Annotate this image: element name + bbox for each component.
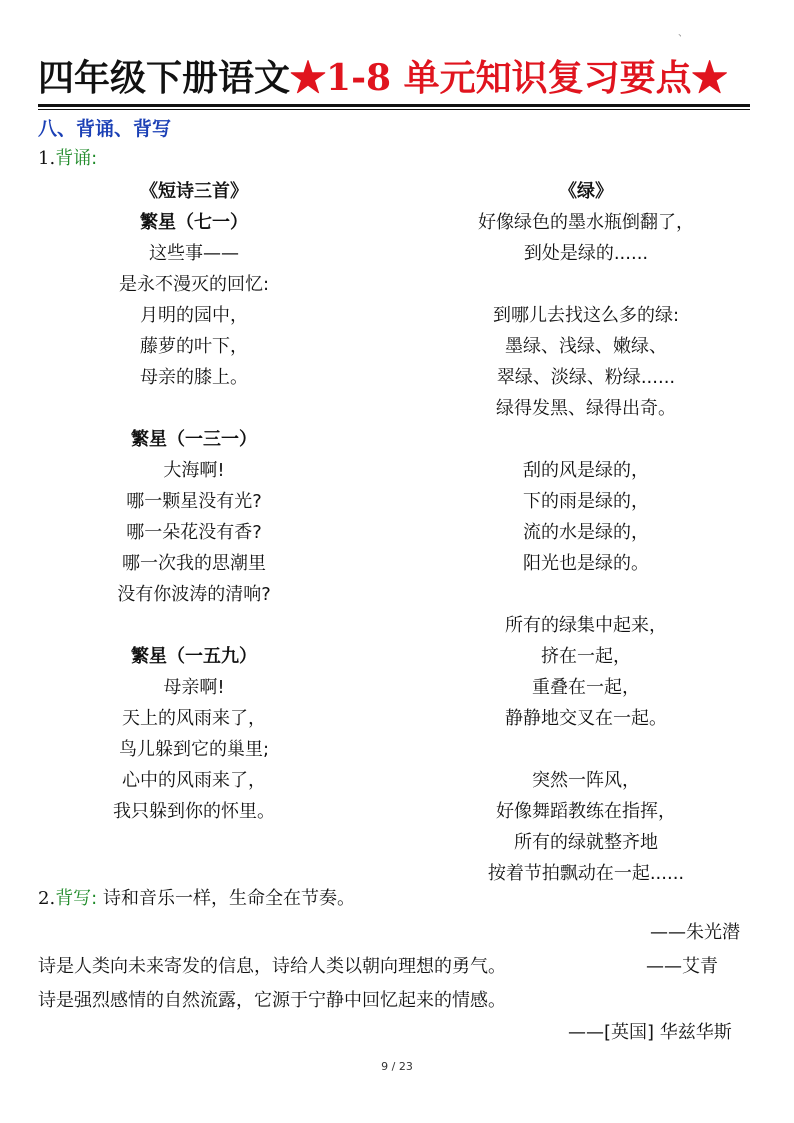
part2-label: 背写: [55,888,98,909]
poem-line: 墨绿、浅绿、嫩绿、 [505,336,667,357]
poem-title: 《绿》 [559,181,613,202]
page-number: 9 / 23 [381,1060,413,1073]
poem-line: 天上的风雨来了， [122,708,266,729]
poem-line: 静静地交叉在一起。 [505,708,667,729]
page-title [38,52,758,104]
part2-number: 2. [38,888,56,909]
poem-line: 到处是绿的...... [523,243,649,264]
part1-heading [38,146,97,172]
part2-heading [38,886,355,912]
poem-title: 繁星（一三一） [131,429,257,450]
poem-line: 心中的风雨来了， [122,770,266,791]
part1-number: 1. [38,148,56,169]
poem-line: 刮的风是绿的， [523,460,649,481]
poem-line: 重叠在一起， [532,677,640,698]
poem-line: 哪一朵花没有香? [126,522,262,543]
poem-line: 所有的绿集中起来， [505,615,667,636]
poem-line: 我只躲到你的怀里。 [113,801,275,822]
page-title-units: ★1-8 单元知识复习要点★ [290,57,728,99]
poem-line: 鸟儿躲到它的巢里; [118,739,270,760]
poem-line: 是永不漫灭的回忆: [118,274,270,295]
quote-text: 诗是强烈感情的自然流露，它源于宁静中回忆起来的情感。 [38,990,506,1011]
poem-line: 月明的园中， [140,305,248,326]
quote-text: 诗是人类向未来寄发的信息，诗给人类以朝向理想的勇气。 [38,956,506,977]
poem-line: 好像绿色的墨水瓶倒翻了， [478,212,694,233]
title-underline-thin [38,109,750,110]
poem-line: 翠绿、淡绿、粉绿...... [496,367,676,388]
poem-line: 按着节拍飘动在一起...... [487,863,685,884]
poem-line: 好像舞蹈教练在指挥， [496,801,676,822]
quote-author: ——[英国] 华兹华斯 [568,1022,732,1043]
part1-label: 背诵: [55,148,98,169]
poem-line: 挤在一起， [541,646,631,667]
poem-title: 繁星（一五九） [131,646,257,667]
poem-line: 流的水是绿的， [523,522,649,543]
poem-line: 阳光也是绿的。 [523,553,649,574]
quote-author: ——艾青 [646,956,718,977]
collection-title: 《短诗三首》 [140,181,248,202]
left-poem-column [90,176,298,836]
quote-text: 诗和音乐一样，生命全在节奏。 [103,888,355,909]
quote-author: ——朱光潜 [650,922,740,943]
poem-line: 藤萝的叶下， [140,336,248,357]
page-title-grade: 四年级下册语文 [38,57,291,99]
poem-line: 哪一颗星没有光? [126,491,262,512]
poem-line: 母亲的膝上。 [140,367,248,388]
poem-line: 绿得发黑、绿得出奇。 [496,398,676,419]
poem-line: 这些事—— [149,243,239,264]
poem-line: 突然一阵风， [532,770,640,791]
poem-line: 母亲啊! [163,677,225,698]
poem-title: 繁星（七一） [140,212,248,233]
right-poem-column [446,176,726,896]
title-underline-thick [38,104,750,107]
poem-line: 下的雨是绿的， [523,491,649,512]
corner-mark: 、 [678,28,688,39]
poem-line: 没有你波涛的清响? [117,584,271,605]
poem-line: 大海啊! [163,460,225,481]
section-heading: 八、背诵、背写 [38,118,172,140]
poem-line: 哪一次我的思潮里 [122,553,266,574]
poem-line: 到哪儿去找这么多的绿: [492,305,680,326]
poem-line: 所有的绿就整齐地 [514,832,658,853]
